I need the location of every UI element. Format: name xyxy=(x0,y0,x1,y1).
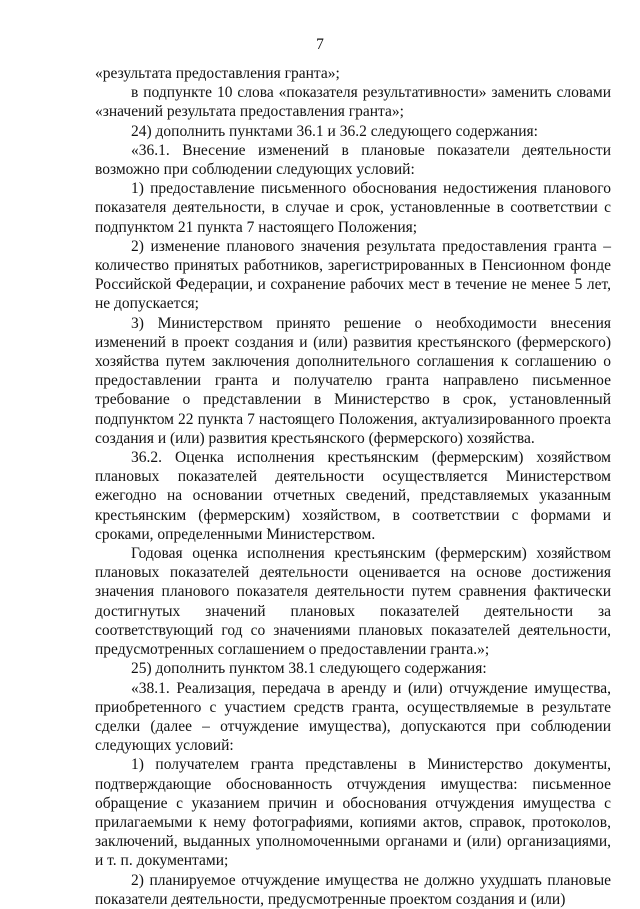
paragraph-1: «результата предоставления гранта»; xyxy=(95,65,340,82)
paragraph-9: Годовая оценка исполнения крестьянским (фермерским) хозяйством плановых показателей деятельности оценивается на основе достижения значения планового показателя деятельности путем сравнения фактически достигнутых значений плановых показателей деятельности за соответствующий год со значениями плановых показателей деятельности, предусмотренных соглашением о предоставлении гранта.»; xyxy=(95,545,611,659)
paragraph-6: 2) изменение планового значения результата предоставления гранта – количество принятых работников, зарегистрированных в Пенсионном фонде Российской Федерации, и сохранение рабочих мест в течение не менее 5 лет, не допускается; xyxy=(95,237,611,313)
paragraph-7: 3) Министерством принято решение о необходимости внесения изменений в проект создания и (или) развития крестьянского (фермерского) хозяйства путем заключения дополнительного соглашения к соглашению о предоставлении гранта и получателю гранта направлено письменное требование о представлении в Министерство в срок, установленный подпунктом 22 пункта 7 настоящего Положения, актуализированного проекта создания и (или) развития крестьянского (фермерского) хозяйства. xyxy=(95,314,611,447)
document-body xyxy=(95,64,611,909)
paragraph-3: 24) дополнить пунктами 36.1 и 36.2 следующего содержания: xyxy=(131,122,538,140)
paragraph-2: в подпункте 10 слова «показателя результативности» заменить словами «значений результата предоставления гранта»; xyxy=(95,84,611,121)
paragraph-12: 1) получателем гранта представлены в Министерство документы, подтверждающие обоснованность отчуждения имущества: письменное обращение с указанием причин и обоснования отчуждения имущества с прилагаемыми к нему фотографиями, копиями актов, справок, протоколов, заключений, выданных уполномоченными органами и (или) организациями, и т. п. документами; xyxy=(95,756,611,870)
paragraph-13: 2) планируемое отчуждение имущества не должно ухудшать плановые показатели деятельности, предусмотренные проектом создания и (или) xyxy=(95,871,611,908)
paragraph-8: 36.2. Оценка исполнения крестьянским (фермерским) хозяйством плановых показателей деятельности осуществляется Министерством ежегодно на основании отчетных сведений, представляемых указанным крестьянским (фермерским) хозяйством, в соответствии с формами и сроками, определенными Министерством. xyxy=(95,449,611,543)
page-number: 7 xyxy=(316,36,324,53)
paragraph-11: «38.1. Реализация, передача в аренду и (или) отчуждение имущества, приобретенного с участием средств гранта, осуществляемые в результате сделки (далее – отчуждение имущества), допускаются при соблюдении следующих условий: xyxy=(95,679,611,755)
paragraph-4: «36.1. Внесение изменений в плановые показатели деятельности возможно при соблюдении следующих условий: xyxy=(95,141,611,179)
paragraph-10: 25) дополнить пунктом 38.1 следующего содержания: xyxy=(131,660,487,678)
paragraph-5: 1) предоставление письменного обоснования недостижения планового показателя деятельности, в случае и срок, установленные в соответствии с подпунктом 21 пункта 7 настоящего Положения; xyxy=(95,180,611,236)
